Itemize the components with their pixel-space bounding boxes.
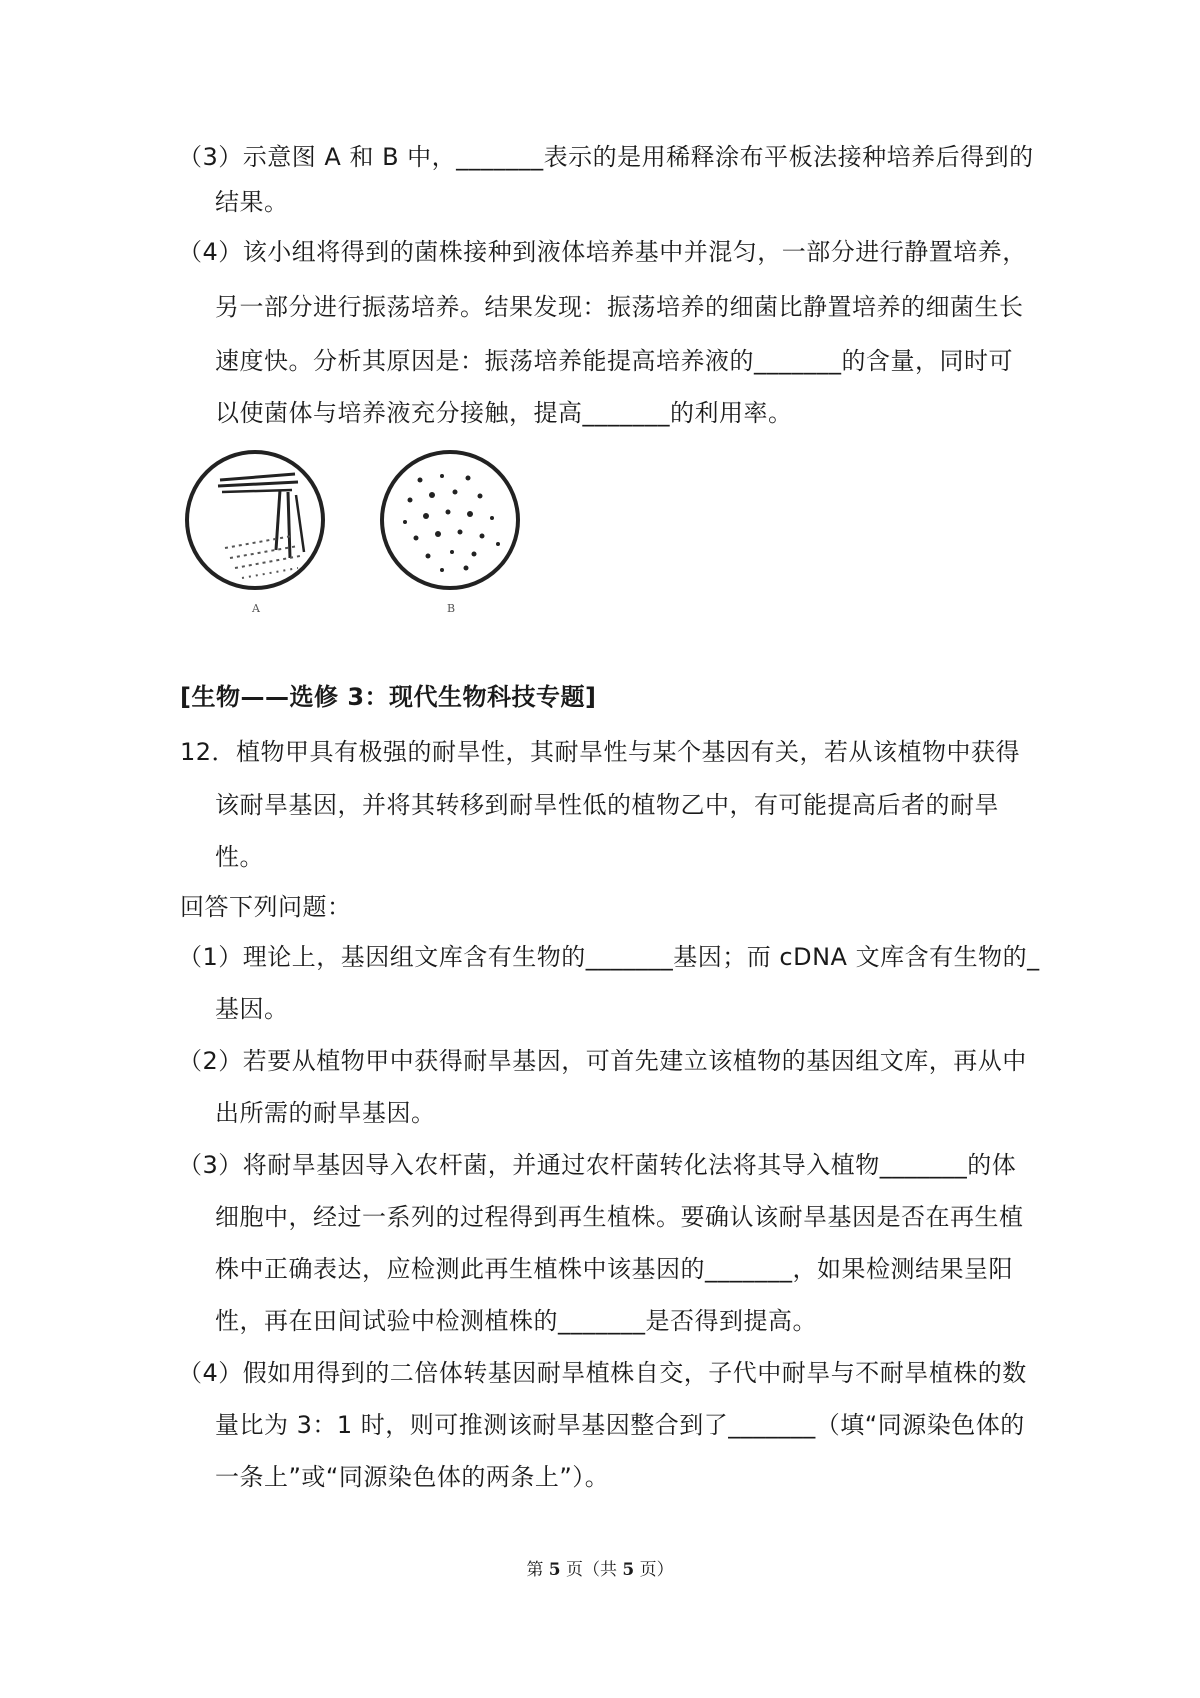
q12-part1-line2: 基因。: [215, 995, 289, 1023]
q11-part4-line1: （4）该小组将得到的菌株接种到液体培养基中并混匀，一部分进行静置培养，: [178, 238, 1027, 266]
q12-part2-line1: （2）若要从植物甲中获得耐旱基因，可首先建立该植物的基因组文库，再从中: [178, 1047, 1027, 1075]
q12-part3-line2: 细胞中，经过一系列的过程得到再生植株。要确认该耐旱基因是否在再生植: [215, 1203, 1024, 1231]
q12-part1-line1: （1）理论上，基因组文库含有生物的_______基因；而 cDNA 文库含有生物的_: [178, 943, 1040, 971]
q11-part4-line2: 另一部分进行振荡培养。结果发现：振荡培养的细菌比静置培养的细菌生长: [215, 293, 1024, 321]
q12-part4-line3: 一条上”或“同源染色体的两条上”）。: [215, 1463, 610, 1491]
dish-a-streak-plate: [187, 452, 323, 588]
figure-label-a: A: [252, 602, 260, 615]
q12-part3-line3: 株中正确表达，应检测此再生植株中该基因的_______，如果检测结果呈阳: [215, 1255, 1013, 1283]
page-footer: [0, 1555, 1200, 1580]
q11-part4-line3: 速度快。分析其原因是：振荡培养能提高培养液的_______的含量，同时可: [215, 347, 1013, 375]
q12-prompt: 回答下列问题：: [180, 893, 352, 921]
q11-part4-line4: 以使菌体与培养液充分接触，提高_______的利用率。: [215, 399, 793, 427]
section-heading: [生物——选修 3：现代生物科技专题]: [180, 683, 597, 711]
q12-stem-line1: 12．植物甲具有极强的耐旱性，其耐旱性与某个基因有关，若从该植物中获得: [180, 738, 1021, 766]
q12-part2-line2: 出所需的耐旱基因。: [215, 1099, 436, 1127]
petri-dish-illustration: [180, 440, 540, 620]
dish-b-spread-plate: [382, 452, 518, 588]
footer-suffix: 页）: [634, 1560, 674, 1580]
q11-part3-line1: （3）示意图 A 和 B 中，_______表示的是用稀释涂布平板法接种培养后得到的: [178, 143, 1034, 171]
q12-part4-line1: （4）假如用得到的二倍体转基因耐旱植株自交，子代中耐旱与不耐旱植株的数: [178, 1359, 1027, 1387]
q12-part4-line2: 量比为 3：1 时，则可推测该耐旱基因整合到了_______（填“同源染色体的: [215, 1411, 1025, 1439]
q12-stem-line3: 性。: [215, 843, 264, 871]
petri-dish-figure: [180, 440, 540, 620]
q12-part3-line4: 性，再在田间试验中检测植株的_______是否得到提高。: [215, 1307, 817, 1335]
q12-stem-line2: 该耐旱基因，并将其转移到耐旱性低的植物乙中，有可能提高后者的耐旱: [215, 791, 999, 819]
footer-middle: 页（共: [560, 1560, 623, 1580]
footer-total-pages: 5: [622, 1560, 635, 1580]
q11-part3-line2: 结果。: [215, 188, 289, 216]
footer-page-number: 5: [548, 1560, 561, 1580]
q12-part3-line1: （3）将耐旱基因导入农杆菌，并通过农杆菌转化法将其导入植物_______的体: [178, 1151, 1017, 1179]
footer-prefix: 第: [526, 1560, 549, 1580]
figure-label-b: B: [447, 602, 456, 615]
